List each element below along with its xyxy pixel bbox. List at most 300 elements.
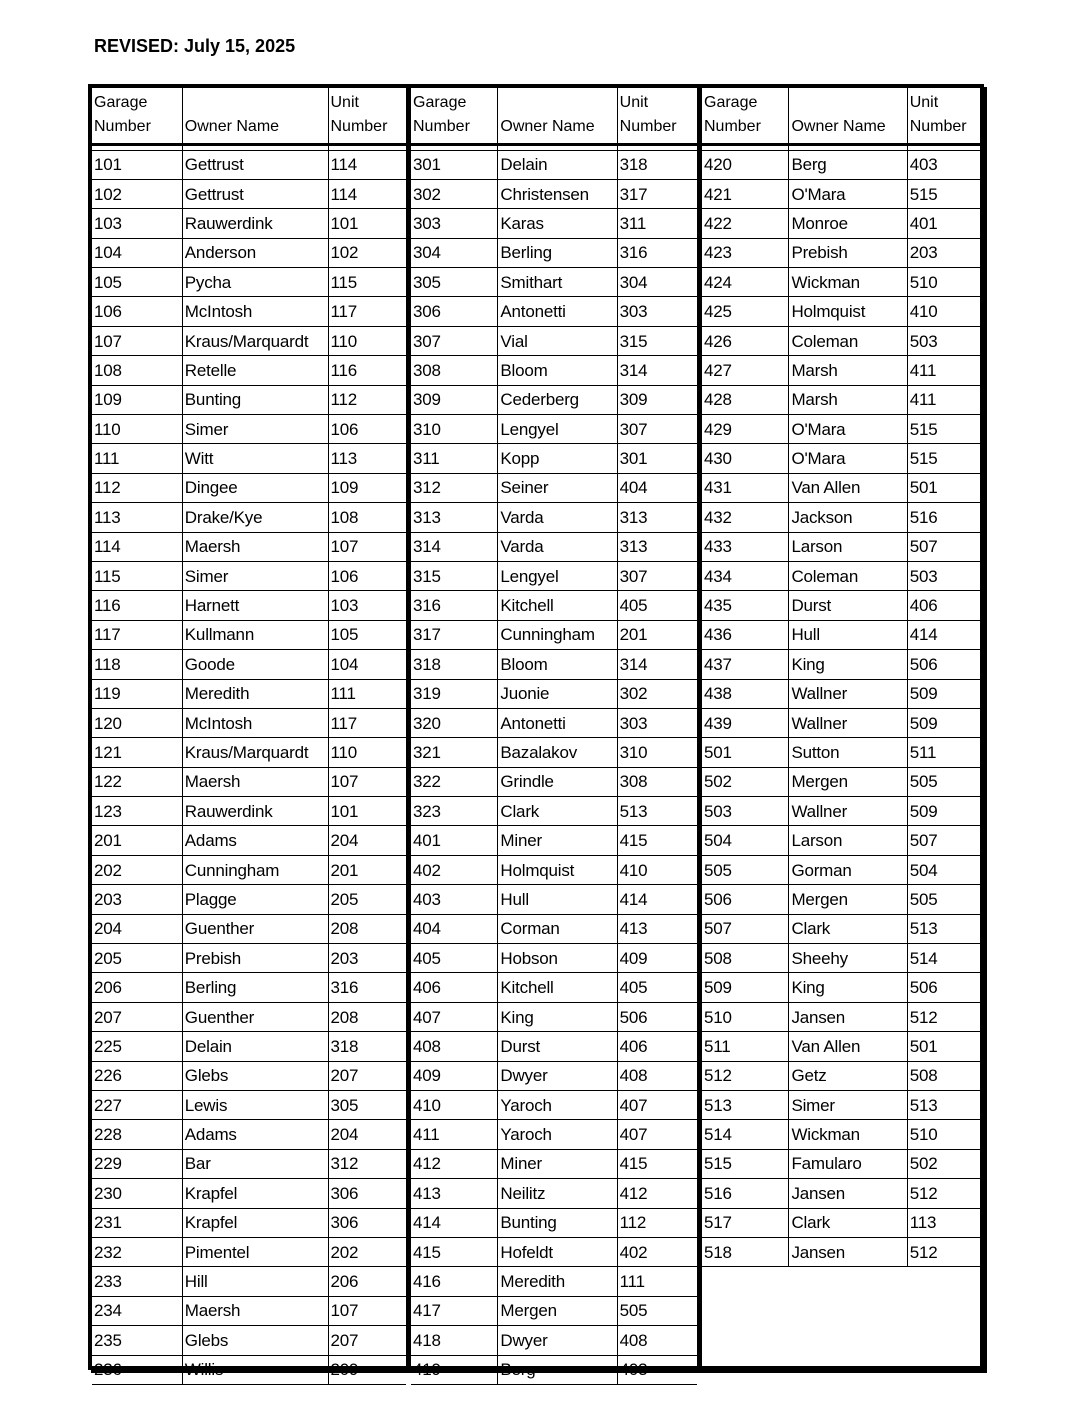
header-row	[411, 88, 697, 144]
garage-number-cell: 308	[411, 356, 498, 385]
owner-name-cell: Simer	[182, 561, 328, 590]
garage-number-cell: 309	[411, 385, 498, 414]
unit-number-cell: 301	[617, 444, 697, 473]
garage-number-cell: 416	[411, 1267, 498, 1296]
table-row	[411, 1179, 697, 1208]
garage-number-cell: 430	[702, 444, 789, 473]
table-row	[411, 1120, 697, 1149]
garage-number-cell: 235	[92, 1326, 182, 1355]
unit-number-cell: 506	[907, 973, 980, 1002]
unit-number-cell: 407	[617, 1120, 697, 1149]
unit-number-cell: 114	[328, 150, 406, 179]
owner-name-cell: Pimentel	[182, 1237, 328, 1266]
unit-number-cell: 106	[328, 561, 406, 590]
table-row	[411, 591, 697, 620]
unit-number-cell: 511	[907, 738, 980, 767]
garage-number-cell: 105	[92, 268, 182, 297]
garage-number-cell: 233	[92, 1267, 182, 1296]
owner-name-cell: McIntosh	[182, 297, 328, 326]
owner-name-cell: Anderson	[182, 238, 328, 267]
owner-name-cell: Hill	[182, 1267, 328, 1296]
table-row	[92, 326, 406, 355]
unit-number-cell: 409	[617, 944, 697, 973]
owner-name-cell: Willis	[182, 1355, 328, 1384]
owner-name-cell: Kopp	[498, 444, 617, 473]
owner-name-cell: Gorman	[789, 855, 907, 884]
owner-name-cell: Larson	[789, 532, 907, 561]
garage-number-cell: 123	[92, 797, 182, 826]
unit-number-cell: 410	[907, 297, 980, 326]
owner-name-cell: Wallner	[789, 708, 907, 737]
unit-number-cell: 110	[328, 326, 406, 355]
owner-name-cell: Berling	[498, 238, 617, 267]
owner-name-cell: Varda	[498, 532, 617, 561]
owner-name-cell: King	[498, 1002, 617, 1031]
table-row	[702, 209, 980, 238]
unit-number-cell: 113	[907, 1208, 980, 1237]
garage-number-cell: 405	[411, 944, 498, 973]
owner-table	[92, 88, 406, 1413]
table-row	[92, 297, 406, 326]
unit-number-cell: 208	[328, 914, 406, 943]
garage-number-cell: 501	[702, 738, 789, 767]
garage-number-cell: 417	[411, 1296, 498, 1325]
table-row	[702, 1032, 980, 1061]
unit-number-cell: 413	[617, 914, 697, 943]
garage-number-cell: 311	[411, 444, 498, 473]
garage-number-cell: 432	[702, 503, 789, 532]
owner-name-cell: Bloom	[498, 650, 617, 679]
owner-name-cell: Jansen	[789, 1179, 907, 1208]
garage-number-header: Garage Number	[411, 88, 498, 144]
unit-number-cell: 205	[328, 885, 406, 914]
unit-number-cell: 314	[617, 356, 697, 385]
garage-number-cell: 507	[702, 914, 789, 943]
garage-number-cell: 106	[92, 297, 182, 326]
owner-name-cell: Jansen	[789, 1002, 907, 1031]
table-row	[92, 650, 406, 679]
table-row	[92, 385, 406, 414]
owner-name-cell: King	[789, 973, 907, 1002]
owner-name-cell: Clark	[498, 797, 617, 826]
garage-number-cell: 116	[92, 591, 182, 620]
unit-number-cell: 505	[907, 767, 980, 796]
owner-name-cell: O'Mara	[789, 415, 907, 444]
unit-number-cell: 101	[328, 209, 406, 238]
garage-number-cell: 201	[92, 826, 182, 855]
garage-number-cell: 508	[702, 944, 789, 973]
garage-number-cell: 438	[702, 679, 789, 708]
owner-name-cell: Rauwerdink	[182, 209, 328, 238]
unit-number-cell: 201	[617, 620, 697, 649]
table-row	[92, 620, 406, 649]
garage-number-cell: 234	[92, 1296, 182, 1325]
table-row	[411, 385, 697, 414]
table-row	[92, 973, 406, 1002]
garage-number-cell: 122	[92, 767, 182, 796]
table-column-1	[92, 88, 406, 1380]
table-row	[411, 767, 697, 796]
owner-name-cell: Delain	[182, 1032, 328, 1061]
garage-number-cell: 205	[92, 944, 182, 973]
unit-number-cell: 509	[907, 708, 980, 737]
owner-name-cell: Clark	[789, 1208, 907, 1237]
owner-name-cell: Van Allen	[789, 1032, 907, 1061]
owner-name-cell: Hull	[789, 620, 907, 649]
owner-name-cell: Christensen	[498, 179, 617, 208]
table-row	[411, 268, 697, 297]
unit-number-cell: 201	[328, 855, 406, 884]
owner-name-cell: Getz	[789, 1061, 907, 1090]
owner-name-cell: Delain	[498, 150, 617, 179]
garage-number-cell: 426	[702, 326, 789, 355]
owner-name-cell: Seiner	[498, 473, 617, 502]
owner-name-cell: Hobson	[498, 944, 617, 973]
garage-number-cell: 413	[411, 1179, 498, 1208]
unit-number-cell: 313	[617, 503, 697, 532]
owner-name-cell: Goode	[182, 650, 328, 679]
unit-number-cell: 505	[617, 1296, 697, 1325]
owner-name-cell: Krapfel	[182, 1208, 328, 1237]
owner-name-header: Owner Name	[182, 88, 328, 144]
table-row	[411, 1326, 697, 1355]
owner-name-cell: McIntosh	[182, 708, 328, 737]
unit-number-cell: 109	[328, 473, 406, 502]
unit-number-cell: 506	[907, 650, 980, 679]
table-row	[702, 1237, 980, 1266]
owner-name-cell: Witt	[182, 444, 328, 473]
unit-number-cell: 115	[328, 268, 406, 297]
owner-name-cell: Guenther	[182, 914, 328, 943]
table-row	[92, 150, 406, 179]
garage-number-cell: 439	[702, 708, 789, 737]
garage-number-cell: 506	[702, 885, 789, 914]
garage-number-cell: 103	[92, 209, 182, 238]
owner-name-cell: Mergen	[789, 767, 907, 796]
table-row	[702, 1208, 980, 1237]
table-row	[92, 209, 406, 238]
table-row	[702, 326, 980, 355]
table-row	[92, 268, 406, 297]
garage-number-cell: 424	[702, 268, 789, 297]
owner-name-cell: Corman	[498, 914, 617, 943]
table-row	[702, 268, 980, 297]
garage-number-cell: 422	[702, 209, 789, 238]
garage-number-cell: 514	[702, 1120, 789, 1149]
owner-name-cell: Berg	[498, 1355, 617, 1384]
unit-number-cell: 307	[617, 415, 697, 444]
garage-number-cell: 118	[92, 650, 182, 679]
unit-number-cell: 317	[617, 179, 697, 208]
unit-number-cell: 515	[907, 415, 980, 444]
owner-name-cell: Glebs	[182, 1326, 328, 1355]
table-row	[411, 209, 697, 238]
table-row	[411, 679, 697, 708]
owner-name-cell: Wickman	[789, 1120, 907, 1149]
garage-number-cell: 303	[411, 209, 498, 238]
garage-number-cell: 421	[702, 179, 789, 208]
owner-name-cell: Durst	[498, 1032, 617, 1061]
owner-name-cell: Prebish	[789, 238, 907, 267]
garage-number-cell: 431	[702, 473, 789, 502]
table-row	[702, 297, 980, 326]
owner-name-cell: O'Mara	[789, 179, 907, 208]
unit-number-cell: 101	[328, 797, 406, 826]
table-row	[92, 885, 406, 914]
garage-number-cell: 412	[411, 1149, 498, 1178]
table-row	[411, 944, 697, 973]
table-row	[411, 297, 697, 326]
garage-number-cell: 409	[411, 1061, 498, 1090]
owner-name-cell: Bunting	[182, 385, 328, 414]
table-row	[702, 767, 980, 796]
unit-number-cell: 406	[617, 1032, 697, 1061]
unit-number-cell: 313	[617, 532, 697, 561]
unit-number-cell: 308	[617, 767, 697, 796]
garage-number-cell: 402	[411, 855, 498, 884]
unit-number-cell: 104	[328, 650, 406, 679]
unit-number-cell: 515	[907, 444, 980, 473]
table-row	[702, 679, 980, 708]
owner-name-cell: Bunting	[498, 1208, 617, 1237]
unit-number-cell: 204	[328, 826, 406, 855]
garage-number-cell: 301	[411, 150, 498, 179]
table-row	[411, 503, 697, 532]
empty-row	[411, 1384, 697, 1413]
owner-name-cell: Larson	[789, 826, 907, 855]
table-row	[92, 238, 406, 267]
garage-number-cell: 117	[92, 620, 182, 649]
unit-number-cell: 310	[617, 738, 697, 767]
owner-name-cell: Adams	[182, 826, 328, 855]
garage-number-cell: 436	[702, 620, 789, 649]
garage-number-cell: 111	[92, 444, 182, 473]
unit-number-cell: 505	[907, 885, 980, 914]
owner-name-cell: Lengyel	[498, 415, 617, 444]
table-row	[92, 1120, 406, 1149]
unit-number-cell: 206	[328, 1267, 406, 1296]
unit-number-cell: 108	[328, 503, 406, 532]
table-row	[702, 591, 980, 620]
owner-name-cell: Famularo	[789, 1149, 907, 1178]
unit-number-cell: 507	[907, 826, 980, 855]
garage-number-cell: 236	[92, 1355, 182, 1384]
table-row	[411, 1237, 697, 1266]
unit-number-cell: 318	[328, 1032, 406, 1061]
owner-name-cell: Antonetti	[498, 297, 617, 326]
table-row	[411, 532, 697, 561]
unit-number-cell: 114	[328, 179, 406, 208]
unit-number-cell: 410	[617, 855, 697, 884]
header-row	[702, 88, 980, 144]
garage-number-cell: 408	[411, 1032, 498, 1061]
unit-number-cell: 102	[328, 238, 406, 267]
garage-number-cell: 112	[92, 473, 182, 502]
garage-number-cell: 114	[92, 532, 182, 561]
unit-number-cell: 407	[617, 1091, 697, 1120]
table-row	[92, 944, 406, 973]
table-row	[411, 797, 697, 826]
owner-name-cell: Meredith	[498, 1267, 617, 1296]
header-row	[92, 88, 406, 144]
owner-name-cell: Gettrust	[182, 179, 328, 208]
owner-name-cell: Dwyer	[498, 1326, 617, 1355]
garage-number-cell: 415	[411, 1237, 498, 1266]
owner-name-cell: Pycha	[182, 268, 328, 297]
unit-number-cell: 309	[617, 385, 697, 414]
owner-name-cell: Kitchell	[498, 973, 617, 1002]
owner-name-cell: Kraus/Marquardt	[182, 326, 328, 355]
owner-name-cell: Antonetti	[498, 708, 617, 737]
owner-name-cell: Marsh	[789, 356, 907, 385]
owner-name-cell: Kullmann	[182, 620, 328, 649]
garage-number-cell: 406	[411, 973, 498, 1002]
owner-table	[411, 88, 697, 1413]
unit-number-cell: 312	[328, 1149, 406, 1178]
owner-name-cell: Jansen	[789, 1237, 907, 1266]
owner-name-cell: Miner	[498, 1149, 617, 1178]
table-row	[92, 914, 406, 943]
owner-name-cell: Neilitz	[498, 1179, 617, 1208]
owner-name-cell: Hofeldt	[498, 1237, 617, 1266]
garage-number-cell: 420	[702, 150, 789, 179]
garage-number-header: Garage Number	[92, 88, 182, 144]
garage-number-cell: 410	[411, 1091, 498, 1120]
unit-number-cell: 506	[617, 1002, 697, 1031]
owner-name-cell: Glebs	[182, 1061, 328, 1090]
unit-number-cell: 303	[617, 297, 697, 326]
garage-number-cell: 101	[92, 150, 182, 179]
garage-number-cell: 323	[411, 797, 498, 826]
garage-number-cell: 312	[411, 473, 498, 502]
table-row	[702, 1002, 980, 1031]
table-row	[411, 1149, 697, 1178]
unit-number-cell: 209	[328, 1355, 406, 1384]
garage-number-cell: 516	[702, 1179, 789, 1208]
table-row	[411, 1032, 697, 1061]
table-row	[411, 620, 697, 649]
owner-name-cell: Hull	[498, 885, 617, 914]
unit-number-header: Unit Number	[617, 88, 697, 144]
garage-number-cell: 319	[411, 679, 498, 708]
owner-name-cell: Retelle	[182, 356, 328, 385]
owner-name-cell: Monroe	[789, 209, 907, 238]
garage-number-cell: 306	[411, 297, 498, 326]
owner-name-cell: Dwyer	[498, 1061, 617, 1090]
garage-number-cell: 314	[411, 532, 498, 561]
owner-name-cell: Kraus/Marquardt	[182, 738, 328, 767]
table-row	[92, 1179, 406, 1208]
unit-number-cell: 307	[617, 561, 697, 590]
garage-number-cell: 435	[702, 591, 789, 620]
table-row	[702, 650, 980, 679]
unit-number-cell: 504	[907, 855, 980, 884]
unit-number-cell: 513	[907, 1091, 980, 1120]
garage-number-cell: 120	[92, 708, 182, 737]
garage-number-cell: 407	[411, 1002, 498, 1031]
garage-number-cell: 518	[702, 1237, 789, 1266]
table-row	[92, 1149, 406, 1178]
table-row	[411, 1267, 697, 1296]
table-row	[92, 1237, 406, 1266]
table-row	[411, 444, 697, 473]
garage-number-cell: 313	[411, 503, 498, 532]
owner-name-cell: Wallner	[789, 679, 907, 708]
owner-name-cell: Guenther	[182, 1002, 328, 1031]
table-row	[411, 1091, 697, 1120]
owner-name-cell: Bloom	[498, 356, 617, 385]
owner-name-cell: Wickman	[789, 268, 907, 297]
owner-name-cell: Marsh	[789, 385, 907, 414]
table-column-2	[406, 88, 697, 1380]
table-row	[411, 356, 697, 385]
owner-name-cell: Plagge	[182, 885, 328, 914]
unit-number-cell: 514	[907, 944, 980, 973]
table-row	[702, 415, 980, 444]
owner-name-cell: Miner	[498, 826, 617, 855]
table-row	[702, 444, 980, 473]
unit-number-cell: 316	[328, 973, 406, 1002]
garage-number-cell: 110	[92, 415, 182, 444]
table-row	[411, 473, 697, 502]
owner-name-cell: Dingee	[182, 473, 328, 502]
unit-number-cell: 411	[907, 356, 980, 385]
unit-number-cell: 203	[328, 944, 406, 973]
unit-number-cell: 515	[907, 179, 980, 208]
garage-number-cell: 425	[702, 297, 789, 326]
garage-number-cell: 206	[92, 973, 182, 1002]
unit-number-cell: 402	[617, 1237, 697, 1266]
table-row	[92, 1032, 406, 1061]
owner-name-cell: Simer	[789, 1091, 907, 1120]
table-row	[92, 561, 406, 590]
unit-number-cell: 405	[617, 973, 697, 1002]
garage-number-cell: 511	[702, 1032, 789, 1061]
table-row	[702, 1179, 980, 1208]
table-row	[92, 415, 406, 444]
revised-date: REVISED: July 15, 2025	[94, 36, 296, 56]
owner-name-cell: Vial	[498, 326, 617, 355]
garage-number-cell: 102	[92, 179, 182, 208]
table-row	[92, 797, 406, 826]
unit-number-cell: 306	[328, 1208, 406, 1237]
garage-number-cell: 322	[411, 767, 498, 796]
table-row	[92, 1267, 406, 1296]
owner-name-cell: Juonie	[498, 679, 617, 708]
table-row	[411, 885, 697, 914]
table-row	[702, 532, 980, 561]
garage-number-cell: 509	[702, 973, 789, 1002]
unit-number-cell: 315	[617, 326, 697, 355]
unit-number-cell: 513	[907, 914, 980, 943]
owner-name-cell: Holmquist	[789, 297, 907, 326]
owner-name-cell: Cunningham	[498, 620, 617, 649]
garage-number-cell: 320	[411, 708, 498, 737]
table-column-3	[697, 88, 980, 1366]
garage-number-cell: 231	[92, 1208, 182, 1237]
table-row	[702, 826, 980, 855]
garage-number-cell: 437	[702, 650, 789, 679]
unit-number-cell: 103	[328, 591, 406, 620]
owner-name-cell: Van Allen	[789, 473, 907, 502]
owner-name-cell: Prebish	[182, 944, 328, 973]
table-row	[92, 1002, 406, 1031]
table-row	[92, 855, 406, 884]
garage-table	[88, 84, 984, 1380]
owner-name-cell: Maersh	[182, 767, 328, 796]
owner-name-cell: Bar	[182, 1149, 328, 1178]
table-row	[702, 561, 980, 590]
